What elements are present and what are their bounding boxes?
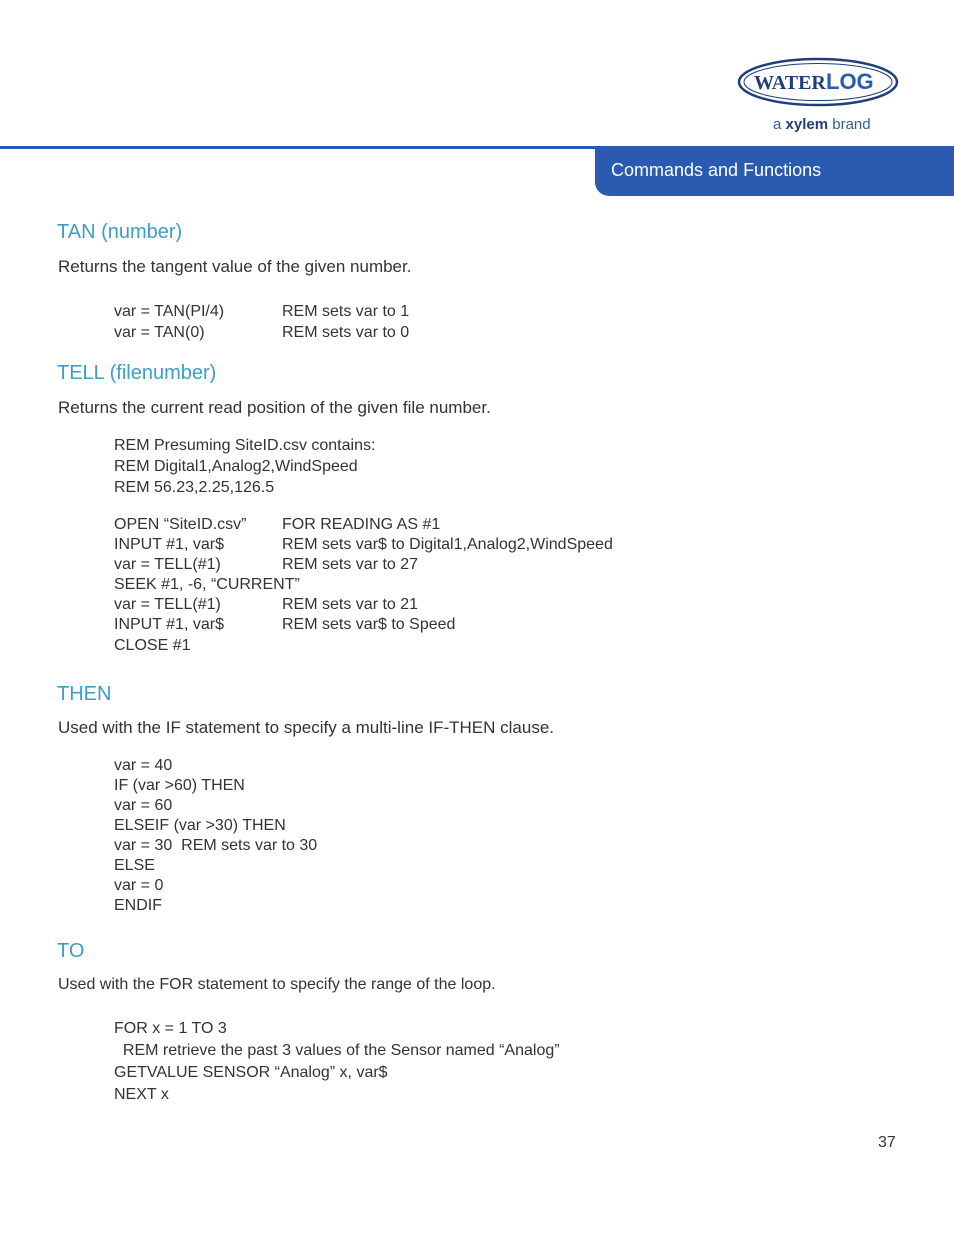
tell-rem-block [114, 435, 375, 498]
tell-description: Returns the current read position of the given file number. [58, 398, 491, 417]
code-line: INPUT #1, var$ REM sets var$ to Digital1,Analog2,WindSpeed [114, 536, 613, 553]
code-line: var = TAN(PI/4) REM sets var to 1 [114, 303, 410, 320]
then-heading: THEN [57, 683, 112, 705]
brand-prefix: a [773, 116, 782, 133]
code-line: NEXT x [114, 1086, 169, 1103]
brand-tagline [773, 116, 871, 133]
page-number: 37 [878, 1134, 896, 1151]
waterlog-logo [736, 56, 900, 108]
brand-name: xylem [785, 116, 829, 133]
code-line: var = 0 [114, 877, 164, 894]
logo-text-water: WATER [754, 72, 826, 94]
brand-suffix: brand [832, 116, 871, 133]
code-line: var = TELL(#1) REM sets var to 27 [114, 556, 419, 573]
code-line: ELSEIF (var >30) THEN [114, 817, 286, 834]
code-line: REM retrieve the past 3 values of the Sensor named “Analog” [114, 1042, 560, 1059]
tan-code-block [114, 301, 409, 343]
code-line: var = 60 [114, 797, 173, 814]
code-line: INPUT #1, var$ REM sets var$ to Speed [114, 616, 456, 633]
to-heading: TO [57, 940, 85, 962]
section-tab: Commands and Functions [595, 147, 954, 196]
code-line: var = TELL(#1) REM sets var to 21 [114, 596, 419, 613]
logo-text-log: LOG [826, 69, 874, 94]
code-line: GETVALUE SENSOR “Analog” x, var$ [114, 1064, 388, 1081]
code-line: OPEN “SiteID.csv” FOR READING AS #1 [114, 516, 441, 533]
tan-description: Returns the tangent value of the given number. [58, 257, 412, 276]
code-line: ENDIF [114, 897, 162, 914]
to-description: Used with the FOR statement to specify the range of the loop. [58, 976, 496, 993]
code-line: FOR x = 1 TO 3 [114, 1020, 227, 1037]
code-line: REM 56.23,2.25,126.5 [114, 479, 275, 496]
code-line: SEEK #1, -6, “CURRENT” [114, 576, 300, 593]
code-line: var = 30 REM sets var to 30 [114, 837, 318, 854]
tan-heading: TAN (number) [57, 221, 183, 243]
code-line: ELSE [114, 857, 155, 874]
tell-code-block [114, 515, 613, 656]
then-description: Used with the IF statement to specify a multi-line IF-THEN clause. [58, 718, 555, 737]
code-line: var = TAN(0) REM sets var to 0 [114, 324, 410, 341]
code-line: IF (var >60) THEN [114, 777, 245, 794]
code-line: REM Presuming SiteID.csv contains: [114, 437, 376, 454]
code-line: REM Digital1,Analog2,WindSpeed [114, 458, 358, 475]
tell-heading: TELL (filenumber) [57, 362, 217, 384]
code-line: var = 40 [114, 757, 173, 774]
then-code-block [114, 756, 317, 916]
to-code-block [114, 1018, 560, 1106]
code-line: CLOSE #1 [114, 637, 191, 654]
